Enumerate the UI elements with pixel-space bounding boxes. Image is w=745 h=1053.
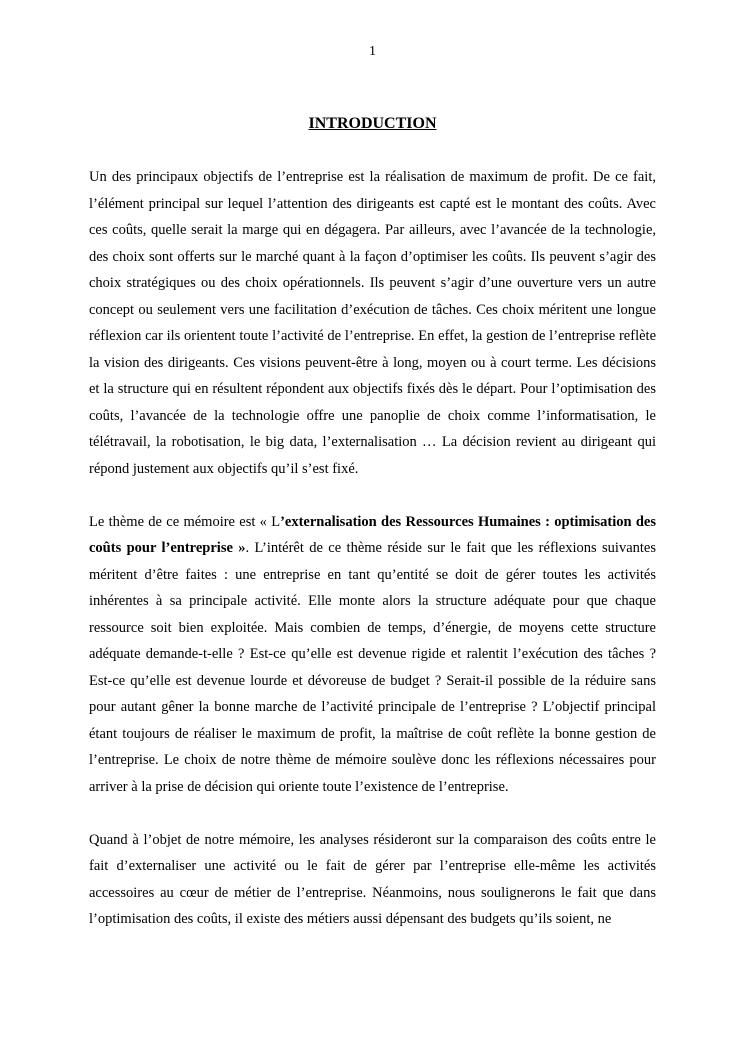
paragraph-3: Quand à l’objet de notre mémoire, les analyses résideront sur la comparaison des coûts entre le fait d’externaliser une activité ou le fait de gérer par l’entreprise elle-même les activités accessoires au cœur de métier de l’entreprise. Néanmoins, nous soulignerons le fait que dans l’optimisation des coûts, il existe des métiers aussi dépensant des budgets qu’ils soient, ne	[89, 831, 656, 927]
document-body	[89, 164, 656, 933]
paragraph-2-intro: Le thème de ce mémoire est « L	[89, 513, 281, 530]
paragraph-1: Un des principaux objectifs de l’entreprise est la réalisation de maximum de profit. De ce fait, l’élément principal sur lequel l’attention des dirigeants est capté est le montant des coûts. Avec ces coûts, quelle serait la marge qui en dégagera. Par ailleurs, avec l’avancée de la technologie, des choix sont offerts sur le marché quant à la façon d’optimiser les coûts. Ils peuvent s’agir des choix stratégiques ou des choix opérationnels. Ils peuvent s’agir d’une ouverture vers un autre concept ou seulement vers une facilitation d’exécution de tâches. Ces choix méritent une longue réflexion car ils orientent toute l’activité de l’entreprise. En effet, la gestion de l’entreprise reflète la vision des dirigeants. Ces visions peuvent-être à long, moyen ou à court terme. Les décisions et la structure qui en résultent répondent aux objectifs fixés dès le départ. Pour l’optimisation des coûts, l’avancée de la technologie offre une panoplie de choix comme l’informatisation, le télétravail, la robotisation, le big data, l’externalisation … La décision revient au dirigeant qui répond justement aux objectifs qu’il s’est fixé.	[89, 169, 656, 477]
paragraph-2	[89, 509, 656, 801]
thesis-theme: ’externalisation des Ressources Humaines : optimisation des coûts pour l’entreprise »	[89, 513, 656, 556]
page-title: INTRODUCTION	[308, 115, 437, 132]
page-number: 1	[369, 44, 376, 59]
paragraph-2-rest: . L’intérêt de ce thème réside sur le fait que les réflexions suivantes méritent d’être faites : une entreprise en tant qu’entité se doit de gérer toutes les activités inhérentes à sa principale activité. Elle monte alors la structure adéquate pour que chaque ressource soit bien exploitée. Mais combien de temps, d’énergie, de moyens cette structure adéquate demande-t-elle ? Est-ce qu’elle est devenue rigide et ralentit l’exécution des tâches ? Est-ce qu’elle est devenue lourde et dévoreuse de budget ? Serait-il possible de la réduire sans pour autant gêner la bonne marche de l’activité principale de l’entreprise ? L’objectif principal étant toujours de réaliser le maximum de profit, la maîtrise de coût reflète la bonne gestion de l’entreprise. Le choix de notre thème de mémoire soulève donc les réflexions nécessaires pour arriver à la prise de décision qui oriente toute l’existence de l’entreprise.	[89, 540, 656, 795]
